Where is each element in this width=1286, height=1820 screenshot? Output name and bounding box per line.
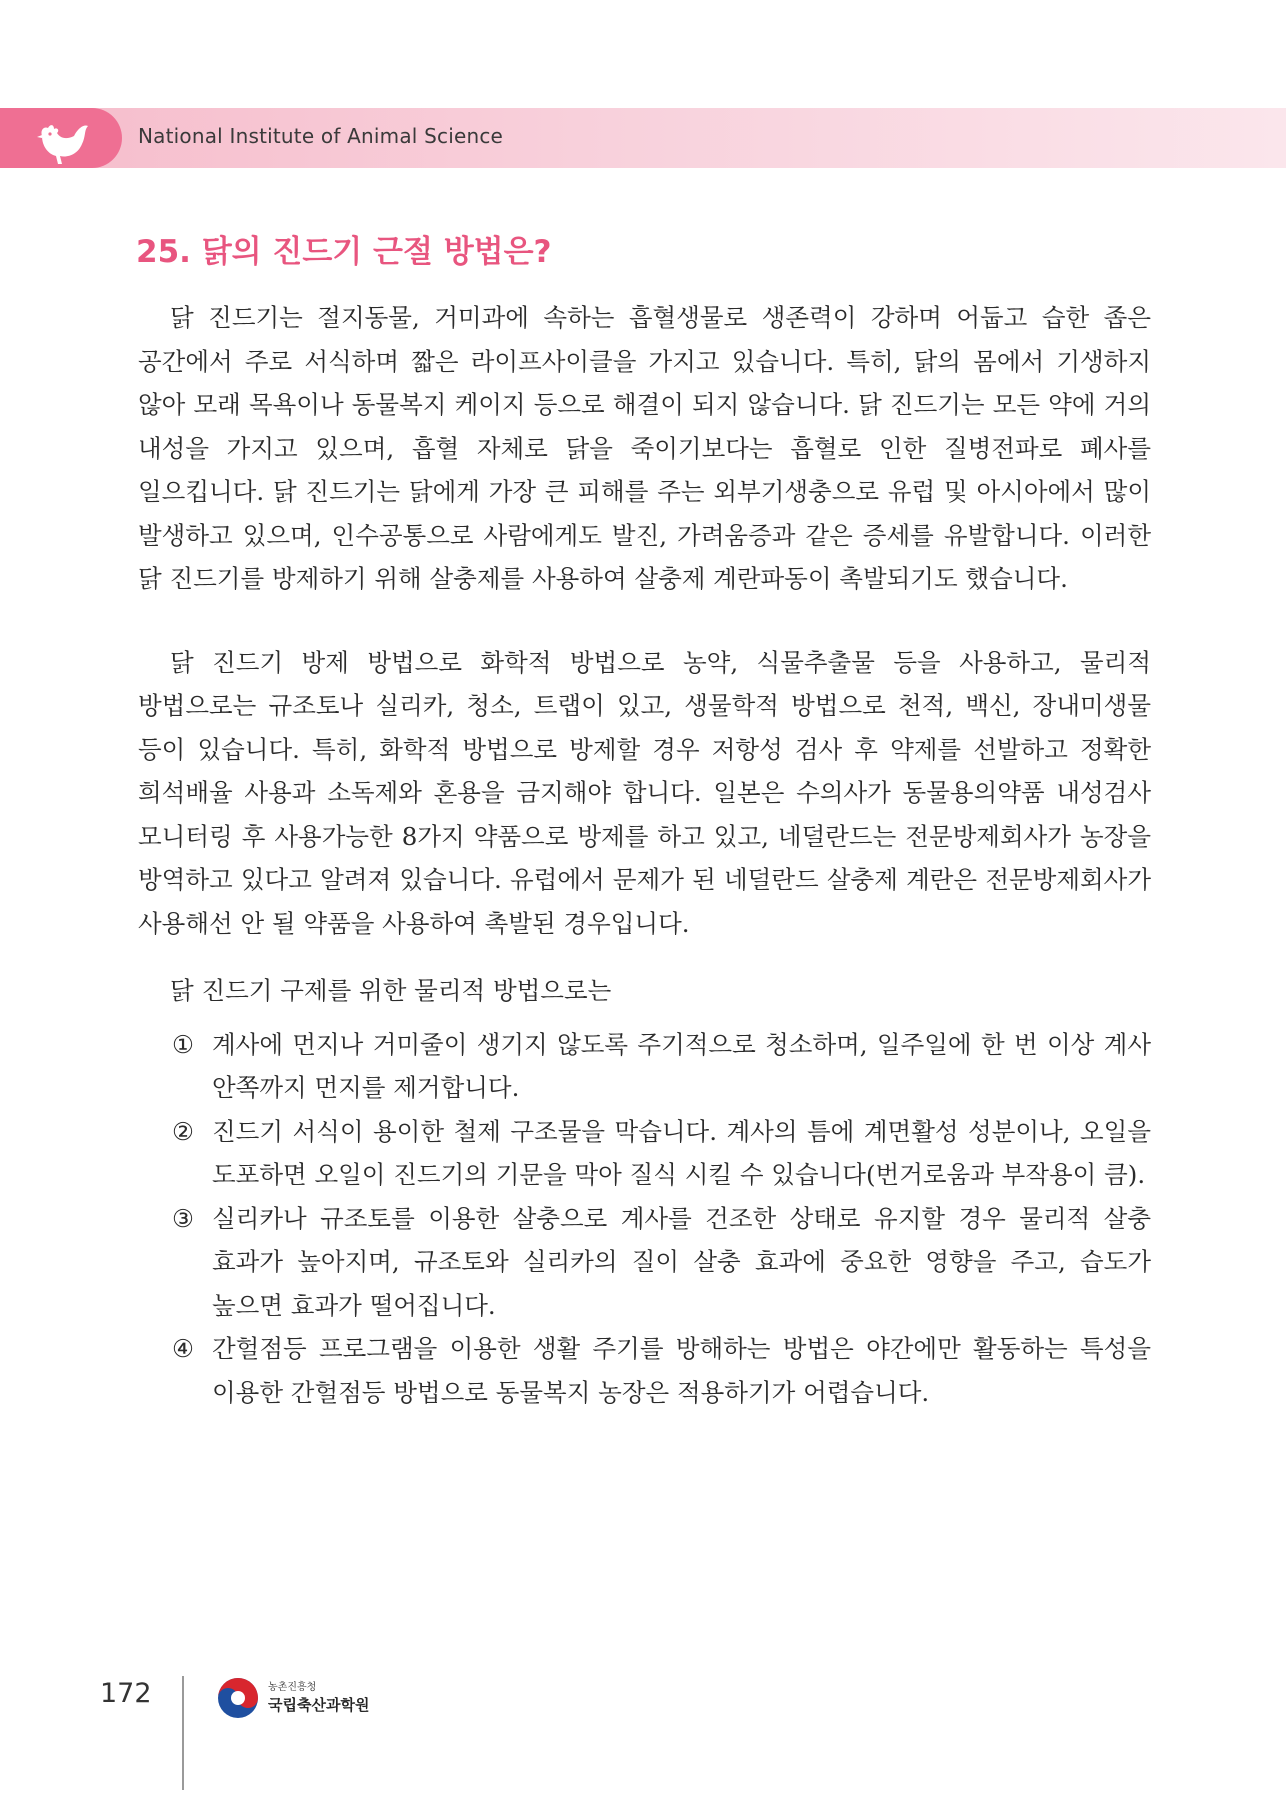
method-list [138, 1023, 1151, 1415]
list-number: ① [172, 1029, 194, 1059]
chicken-icon [36, 116, 92, 168]
list-number: ② [172, 1116, 194, 1146]
paragraph-1: 닭 진드기는 절지동물, 거미과에 속하는 흡혈생물로 생존력이 강하며 어둡고 습한 좁은 공간에서 주로 서식하며 짧은 라이프사이클을 가지고 있습니다. 특히, 닭의 몸에서 기생하지 않아 모래 목욕이나 동물복지 케이지 등으로 해결이 되지 않습니다. 닭 진드기는 모든 약에 거의 내성을 가지고 있으며, 흡혈 자체로 닭을 죽이기보다는 흡혈로 인한 질병전파로 폐사를 일으킵니다. 닭 진드기는 닭에게 가장 큰 피해를 주는 외부기생충으로 유럽 및 아시아에서 많이 발생하고 있으며, 인수공통으로 사람에게도 발진, 가려움증과 같은 증세를 유발합니다. 이러한 닭 진드기를 방제하기 위해 살충제를 사용하여 살충제 계란파동이 촉발되기도 했습니다. [138, 303, 1151, 593]
list-item [138, 1023, 1151, 1110]
page-number: 172 [100, 1678, 152, 1709]
list-item [138, 1110, 1151, 1197]
section-title: 25. 닭의 진드기 근절 방법은? [136, 234, 552, 270]
footer-divider [182, 1676, 184, 1790]
list-lead-in: 닭 진드기 구제를 위한 물리적 방법으로는 [170, 976, 612, 1005]
list-item [138, 1327, 1151, 1414]
content-body [138, 296, 1151, 1414]
list-item [138, 1197, 1151, 1328]
list-number: ④ [172, 1334, 194, 1363]
list-text: 계사에 먼지나 거미줄이 생기지 않도록 주기적으로 청소하며, 일주일에 한 번 이상 계사 안쪽까지 먼지를 제거합니다. [212, 1029, 1151, 1102]
org-sub-name: 농촌진흥청 [268, 1682, 317, 1693]
taegeuk-logo-icon [216, 1676, 260, 1720]
paragraph-2: 닭 진드기 방제 방법으로 화학적 방법으로 농약, 식물추출물 등을 사용하고, 물리적 방법으로는 규조토나 실리카, 청소, 트랩이 있고, 생물학적 방법으로 천적, 백신, 장내미생물 등이 있습니다. 특히, 화학적 방법으로 방제할 경우 저항성 검사 후 약제를 선발하고 정확한 희석배율 사용과 소독제와 혼용을 금지해야 합니다. 일본은 수의사가 동물용의약품 내성검사 모니터링 후 사용가능한 8가지 약품으로 방제를 하고 있고, 네덜란드는 전문방제회사가 농장을 방역하고 있다고 알려져 있습니다. 유럽에서 문제가 된 네덜란드 살충제 계란은 전문방제회사가 사용해선 안 될 약품을 사용하여 촉발된 경우입니다. [138, 647, 1151, 938]
list-text: 실리카나 규조토를 이용한 살충으로 계사를 건조한 상태로 유지할 경우 물리적 살충 효과가 높아지며, 규조토와 실리카의 질이 살충 효과에 중요한 영향을 주고, 습도가 높으면 효과가 떨어집니다. [212, 1203, 1151, 1320]
list-text: 진드기 서식이 용이한 철제 구조물을 막습니다. 계사의 틈에 계면활성 성분이나, 오일을 도포하면 오일이 진드기의 기문을 막아 질식 시킬 수 있습니다(번거로움과 부작용이 큼). [212, 1116, 1151, 1189]
list-number: ③ [172, 1203, 194, 1233]
org-main-name: 국립축산과학원 [268, 1696, 370, 1714]
header-title: National Institute of Animal Science [138, 124, 504, 148]
list-text: 간헐점등 프로그램을 이용한 생활 주기를 방해하는 방법은 야간에만 활동하는 특성을 이용한 간헐점등 방법으로 동물복지 농장은 적용하기가 어렵습니다. [212, 1334, 1151, 1407]
